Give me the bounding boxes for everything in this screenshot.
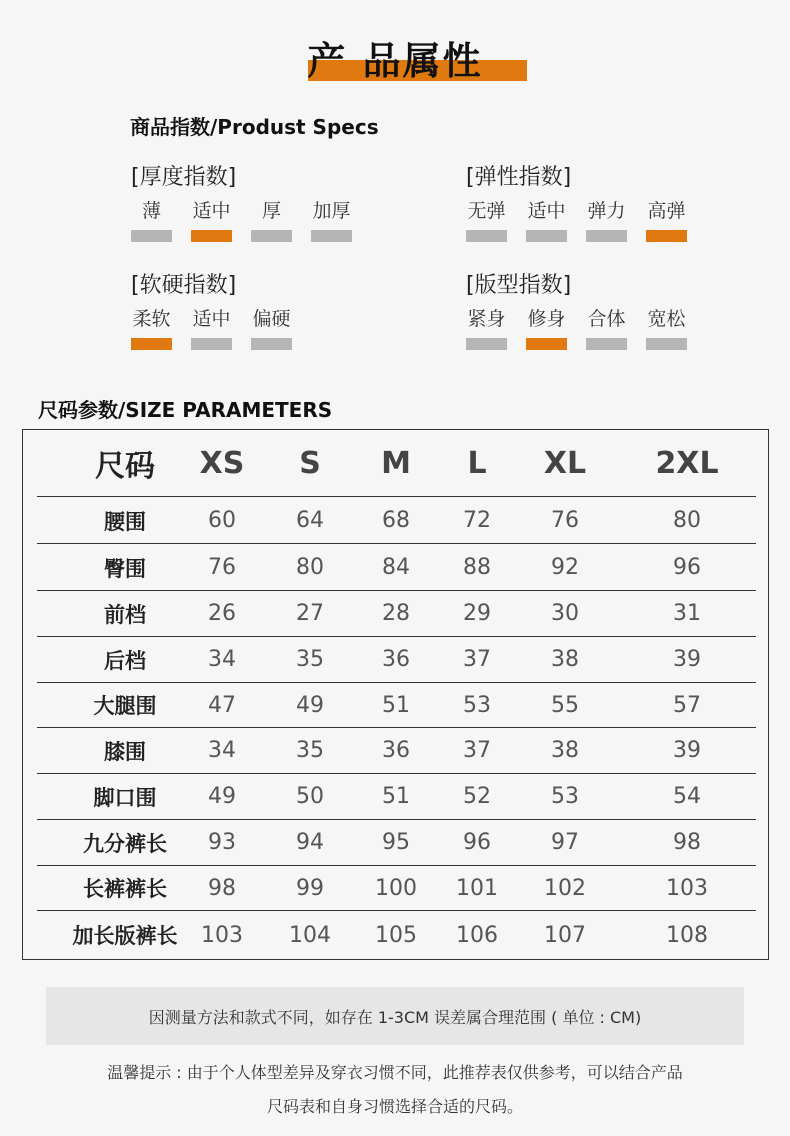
table-row [37,591,756,637]
table-cell: 76 [551,508,579,533]
spec-indicator [526,230,567,242]
header-cell-size: 尺码 [95,449,155,484]
spec-option [311,196,371,242]
spec-option-label: 紧身 [467,308,506,330]
measurement-note: 因测量方法和款式不同，如存在 1-3CM 误差属合理范围 ( 单位 : CM) [46,987,744,1045]
table-cell: 47 [208,692,236,718]
table-cell: 39 [673,647,701,672]
spec-indicator-active [131,338,172,350]
spec-group-title: [厚度指数] [131,165,237,190]
spec-option-label: 偏硬 [252,308,291,330]
table-cell: 36 [382,738,410,763]
spec-option [526,304,586,350]
spec-option-label: 适中 [527,200,566,222]
tip-line-2: 尺码表和自身习惯选择合适的尺码。 [266,1097,523,1116]
table-cell: 93 [208,830,236,855]
table-cell: 96 [463,830,491,855]
table-cell: 36 [382,647,410,672]
table-header-row [37,430,756,497]
table-cell: 96 [673,555,701,580]
spec-option [586,304,646,350]
table-cell: 53 [551,784,579,809]
row-label-cell: 九分裤长 [83,831,167,856]
table-row [37,911,756,959]
spec-option-label: 柔软 [132,308,171,330]
spec-indicator [586,230,627,242]
spec-indicator [466,230,507,242]
table-cell: 80 [673,508,701,533]
spec-option-label: 厚 [261,200,281,222]
table-cell: 98 [208,875,236,901]
spec-indicator-active [526,338,567,350]
row-label-cell: 膝围 [104,739,146,764]
row-label-cell: 长裤裤长 [83,877,167,901]
table-cell: 99 [296,875,324,901]
row-label-cell: 脚口围 [93,785,157,810]
header-cell: L [467,445,487,481]
spec-indicator [131,230,172,242]
spec-indicator [191,338,232,350]
spec-group [466,268,706,350]
table-cell: 34 [208,738,236,763]
spec-option-label: 加厚 [312,200,351,222]
table-cell: 88 [463,555,491,580]
spec-indicator [586,338,627,350]
table-cell: 57 [673,692,701,718]
table-cell: 84 [382,555,410,580]
table-cell: 27 [296,601,324,626]
table-cell: 39 [673,738,701,763]
header-cell: M [381,445,411,481]
spec-option [251,196,311,242]
spec-options [131,196,371,242]
row-label-cell: 大腿围 [93,694,157,718]
table-cell: 51 [382,692,410,718]
table-cell: 55 [551,692,579,718]
header-cell: 2XL [655,445,719,481]
table-cell: 68 [382,508,410,533]
page-title: 产 品属性 [307,39,483,83]
table-cell: 106 [456,922,498,948]
table-cell: 80 [296,555,324,580]
table-cell: 104 [289,922,331,948]
spec-indicator-active [646,230,687,242]
spec-indicator-active [191,230,232,242]
table-cell: 92 [551,555,579,580]
header-cell: XL [543,445,587,481]
table-cell: 51 [382,784,410,809]
spec-option-label: 适中 [192,200,231,222]
size-table [22,429,769,960]
row-label-cell: 腰围 [104,509,146,534]
size-heading: 尺码参数/SIZE PARAMETERS [38,398,333,422]
table-cell: 30 [551,601,579,626]
table-row [37,728,756,774]
spec-options [466,304,706,350]
spec-group [131,160,371,242]
table-cell: 97 [551,830,579,855]
spec-group-title: [版型指数] [466,273,572,298]
table-cell: 50 [296,784,324,809]
table-row [37,545,756,591]
table-cell: 100 [375,875,417,901]
table-cell: 101 [456,875,498,901]
table-cell: 54 [673,784,701,809]
table-cell: 28 [382,601,410,626]
header-cell: S [299,445,321,481]
table-row [37,683,756,728]
table-cell: 103 [201,922,243,948]
spec-indicator [646,338,687,350]
table-cell: 94 [296,830,324,855]
spec-option-label: 无弹 [467,200,506,222]
spec-indicator [311,230,352,242]
table-cell: 105 [375,922,417,948]
spec-option-label: 合体 [587,308,626,330]
table-cell: 49 [296,692,324,718]
table-cell: 38 [551,647,579,672]
spec-option-label: 弹力 [587,200,626,222]
table-row [37,637,756,683]
table-cell: 26 [208,601,236,626]
table-cell: 52 [463,784,491,809]
table-row [37,866,756,911]
spec-option [131,304,191,350]
spec-group-title: [软硬指数] [131,273,237,298]
spec-option [466,304,526,350]
spec-option-label: 宽松 [647,308,686,330]
spec-indicator [251,338,292,350]
spec-option [646,196,706,242]
table-cell: 53 [463,692,491,718]
spec-option-label: 薄 [141,200,161,222]
spec-group [466,160,706,242]
table-row [37,820,756,866]
spec-group [131,268,311,350]
table-row [37,774,756,820]
spec-option-label: 修身 [527,308,566,330]
table-cell: 49 [208,784,236,809]
table-cell: 29 [463,601,491,626]
table-cell: 107 [544,922,586,948]
spec-option [526,196,586,242]
row-label-cell: 加长版裤长 [72,924,178,948]
row-label-cell: 前档 [104,602,146,627]
spec-option [251,304,311,350]
spec-option [466,196,526,242]
table-cell: 31 [673,601,701,626]
table-cell: 38 [551,738,579,763]
spec-options [466,196,706,242]
table-cell: 72 [463,508,491,533]
header-cell: XS [199,445,245,481]
row-label-cell: 臀围 [104,556,146,581]
spec-option [586,196,646,242]
spec-group-title: [弹性指数] [466,165,572,190]
table-cell: 37 [463,647,491,672]
table-cell: 64 [296,508,324,533]
specs-heading: 商品指数/Produst Specs [130,115,379,139]
spec-indicator [251,230,292,242]
row-label-cell: 后档 [104,648,146,673]
spec-options [131,304,311,350]
tip-line-1: 温馨提示 : 由于个人体型差异及穿衣习惯不同，此推荐表仅供参考，可以结合产品 [107,1063,683,1082]
table-cell: 34 [208,647,236,672]
spec-option [646,304,706,350]
spec-indicator [466,338,507,350]
spec-option-label: 高弹 [647,200,686,222]
table-cell: 108 [666,922,708,948]
table-cell: 76 [208,555,236,580]
table-cell: 98 [673,830,701,855]
table-cell: 102 [544,875,586,901]
table-cell: 37 [463,738,491,763]
table-cell: 35 [296,647,324,672]
spec-option-label: 适中 [192,308,231,330]
page-title-block [0,0,790,90]
spec-option [191,196,251,242]
table-cell: 35 [296,738,324,763]
table-row [37,498,756,544]
table-cell: 95 [382,830,410,855]
spec-option [191,304,251,350]
spec-option [131,196,191,242]
table-cell: 103 [666,875,708,901]
table-cell: 60 [208,508,236,533]
